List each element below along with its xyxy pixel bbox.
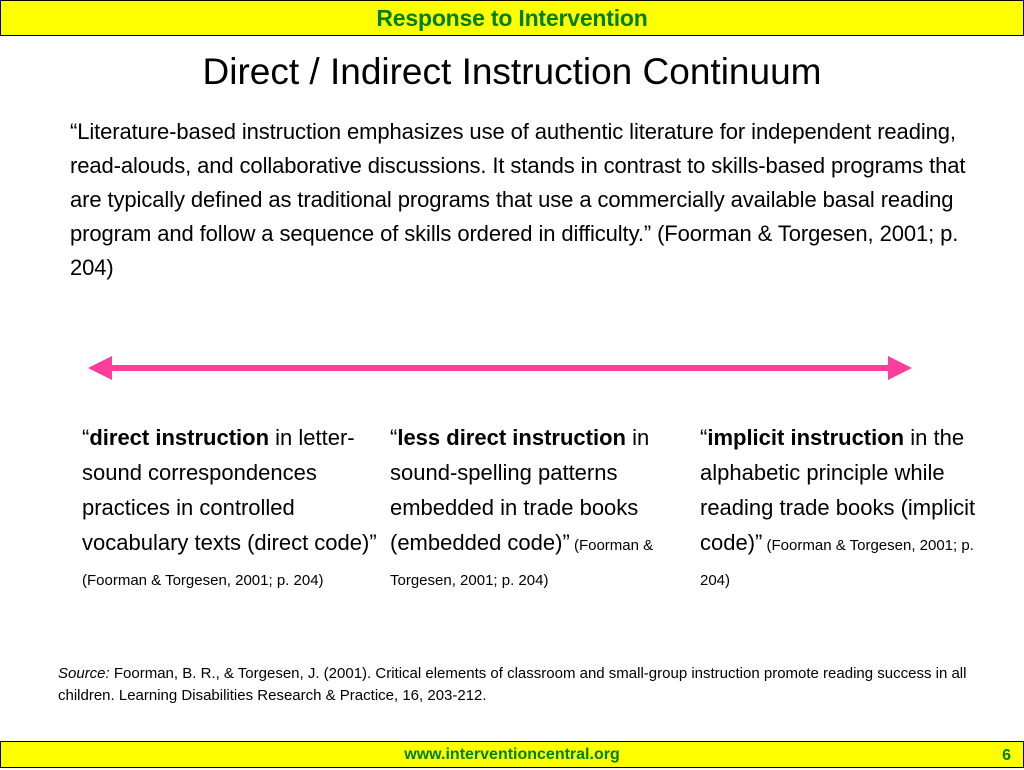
column-open-quote: “	[700, 425, 708, 450]
column-open-quote: “	[82, 425, 90, 450]
column-description: in letter-sound correspondences practices in controlled vocabulary texts (direct code)”	[82, 425, 377, 555]
source-label: Source:	[58, 665, 110, 682]
column-direct-instruction	[82, 420, 382, 595]
column-citation: (Foorman & Torgesen, 2001; p. 204)	[82, 572, 324, 589]
column-open-quote: “	[390, 425, 398, 450]
footer-banner	[0, 741, 1024, 768]
column-bold-term: less direct instruction	[397, 425, 626, 450]
continuum-arrow	[80, 348, 920, 388]
slide-title: Direct / Indirect Instruction Continuum	[202, 51, 822, 92]
banner-title: Response to Intervention	[376, 4, 648, 31]
column-citation: (Foorman & Torgesen, 2001; p. 204)	[390, 537, 654, 589]
quote-paragraph: “Literature-based instruction emphasizes use of authentic literature for independent reading, read-alouds, and collaborative discussions. It stands in contrast to skills-based programs that are typically defined as traditional programs that use a commercially available basal reading program and follow a sequence of skills ordered in difficulty.” (Foorman & Torgesen, 2001; p. 204)	[70, 119, 966, 280]
column-description: in sound-spelling patterns embedded in trade books (embedded code)”	[390, 425, 650, 555]
source-citation	[58, 663, 988, 707]
footer-url-link[interactable]: www.interventioncentral.org	[404, 746, 620, 763]
column-citation: (Foorman & Torgesen, 2001; p. 204)	[700, 537, 974, 589]
header-banner	[0, 0, 1024, 36]
column-less-direct-instruction	[390, 420, 690, 595]
double-headed-arrow-icon	[88, 356, 912, 380]
left-arrowhead	[88, 356, 112, 380]
column-bold-term: direct instruction	[89, 425, 270, 450]
column-description: in the alphabetic principle while reading trade books (implicit code)”	[700, 425, 976, 555]
page-number: 6	[1002, 747, 1011, 764]
column-implicit-instruction	[700, 420, 1000, 595]
right-arrowhead	[888, 356, 912, 380]
column-bold-term: implicit instruction	[707, 425, 905, 450]
source-text: Foorman, B. R., & Torgesen, J. (2001). Critical elements of classroom and small-group instruction promote reading success in all children. Learning Disabilities Research & Practice, 16, 203-212.	[58, 665, 967, 704]
